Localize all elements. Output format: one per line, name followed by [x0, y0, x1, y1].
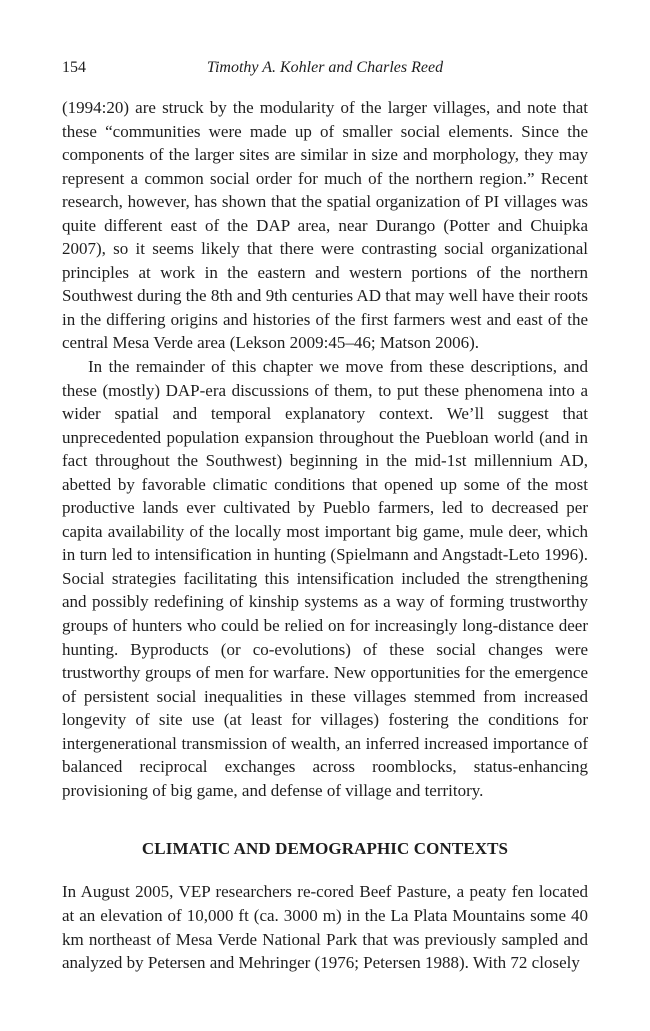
book-page [62, 56, 588, 975]
running-head [62, 56, 588, 80]
paragraph-beef-pasture: In August 2005, VEP researchers re-cored Beef Pasture, a peaty fen located at an elevation of 10,000 ft (ca. 3000 m) in the La Plata Mountains some 40 km northeast of Mesa Verde National Park that was previously sampled and analyzed by Petersen and Mehringer (1976; Petersen 1988). With 72 closely [62, 882, 588, 973]
paragraph-continuation: (1994:20) are struck by the modularity of the larger villages, and note that these “communities were made up of smaller social elements. Since the components of the larger sites are similar in size and morphology, they may represent a common social order for much of the northern region.” Recent research, however, has shown that the spatial organization of PI villages was quite different east of the DAP area, near Durango (Potter and Chuipka 2007), so it seems likely that there were contrasting social organizational principles at work in the eastern and western portions of the northern Southwest during the 8th and 9th centuries AD that may well have their roots in the differing origins and histories of the first farmers west and east of the central Mesa Verde area (Lekson 2009:45–46; Matson 2006). [62, 98, 588, 353]
running-head-title: Timothy A. Kohler and Charles Reed [206, 59, 444, 76]
page-number: 154 [62, 59, 86, 76]
body-text [62, 96, 588, 975]
section-heading: CLIMATIC AND DEMOGRAPHIC CONTEXTS [141, 839, 509, 859]
paragraph-remainder-of-chapter: In the remainder of this chapter we move from these descriptions, and these (mostly) DAP-era discussions of them, to put these phenomena into a wider spatial and temporal explanatory context. We’ll suggest that unprecedented population expansion throughout the Puebloan world (and in fact throughout the Southwest) beginning in the mid-1st millennium AD, abetted by favorable climatic conditions that opened up some of the most productive lands ever cultivated by Pueblo farmers, led to decreased per capita availability of the locally most important big game, mule deer, which in turn led to intensification in hunting (Spielmann and Angstadt-Leto 1996). Social strategies facilitating this intensification included the strengthening and possibly redefining of kinship systems as a way of forming trustworthy groups of hunters who could be relied on for increasingly long-distance deer hunting. Byproducts (or co-evolutions) of these social changes were trustworthy groups of men for warfare. New opportunities for the emergence of persistent social inequalities in these villages stemmed from increased longevity of site use (at least for villages) fostering the conditions for intergenerational transmission of wealth, an inferred increased importance of balanced reciprocal exchanges across roomblocks, status-enhancing provisioning of big game, and defense of village and territory. [62, 357, 588, 800]
